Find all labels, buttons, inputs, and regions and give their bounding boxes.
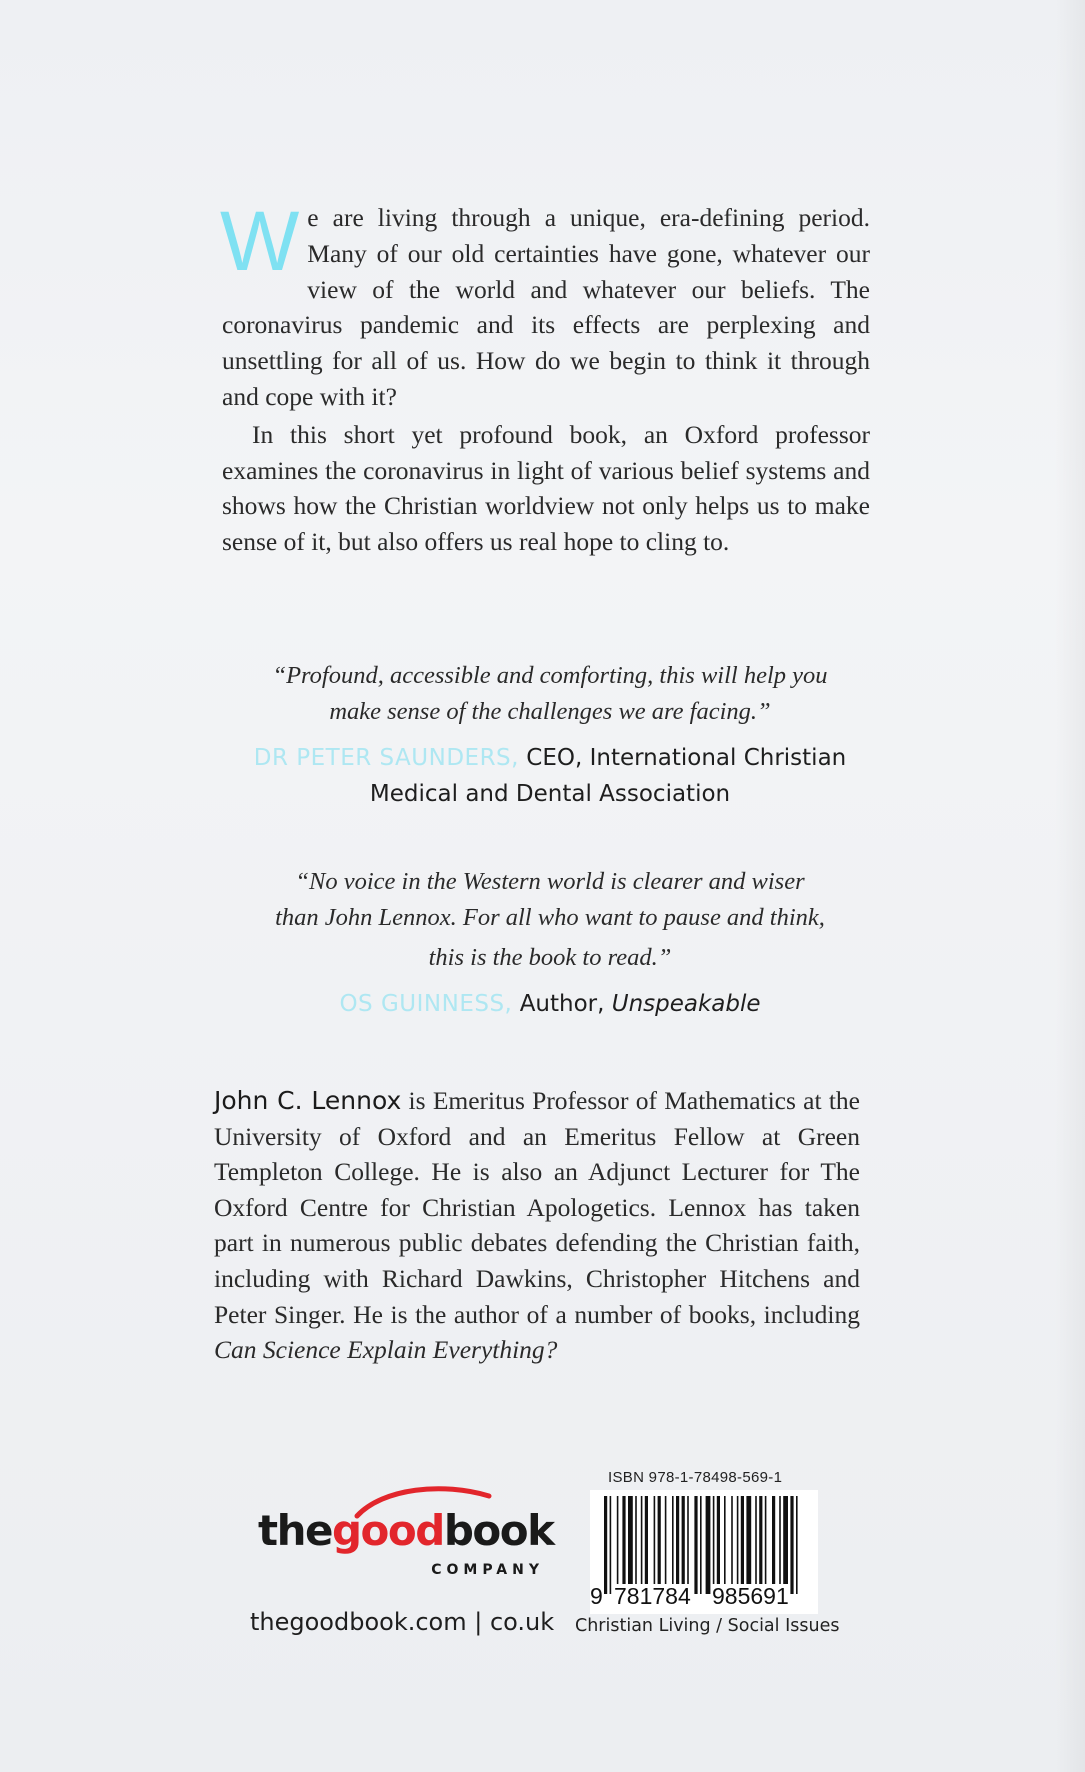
logo-wordmark: thegoodbook [258,1506,554,1555]
author-bio-text: is Emeritus Professor of Mathematics at the University of Oxford and an Emeritus Fellow at Green Templeton College. He is also an Adjunct Lecturer for The Oxford Centre for Christian Apologetics. Lennox has taken part in numerous public debates defending the Christian faith, including with Richard Dawkins, Christopher Hitchens and Peter Singer. He is the author of a number of books, including [214,1086,860,1329]
blurb-paragraph-1-text: e are living through a unique, era-defining period. Many of our old certainties have gone, whatever our view of the world and whatever our beliefs. The coronavirus pandemic and its effects are perplexing and unsettling for all of us. How do we begin to think it through and cope with it? [222,203,870,411]
book-blurb [220,194,870,560]
book-category: Christian Living / Social Issues [575,1616,840,1636]
blurb-paragraph-1 [220,194,870,415]
endorser-name: DR PETER SAUNDERS, [253,745,519,771]
drop-cap: W [220,194,300,288]
endorser-role-cont: Medical and Dental Association [369,781,731,807]
publisher-logo [258,1482,554,1578]
barcode-digits-left: 781784 [614,1583,691,1609]
barcode [590,1490,818,1614]
endorser-role: CEO, International Christian [526,745,847,771]
barcode-digits-right: 985691 [712,1583,789,1609]
isbn-label: ISBN 978-1-78498-569-1 [608,1469,783,1486]
spine-shadow [1055,0,1085,1772]
endorsement-2-quote: “No voice in the Western world is clearer and wiser than John Lennox. For all who want to pause and think, this is the book to read.” [275,868,825,971]
endorsement-1-attribution [190,740,910,812]
endorser-book-title: Unspeakable [611,991,761,1017]
endorsement-2 [190,864,910,1022]
barcode-digit-lead: 9 [590,1583,603,1609]
endorsement-1-quote: “Profound, accessible and comforting, this will help you make sense of the challenges we are facing.” [272,662,828,725]
endorser-role: Author, [519,991,605,1017]
author-book-title: Can Science Explain Everything? [214,1335,558,1365]
endorser-name: OS GUINNESS, [339,991,513,1017]
author-bio [214,1083,860,1368]
logo-company: COMPANY [431,1562,544,1578]
author-name: John C. Lennox [214,1086,402,1115]
publisher-website: thegoodbook.com | co.uk [250,1608,555,1636]
endorsement-1 [190,658,910,812]
endorsement-2-attribution [190,986,910,1022]
blurb-paragraph-2: In this short yet profound book, an Oxford professor examines the coronavirus in light of various belief systems and shows how the Christian worldview not only helps us to make sense of it, but also offers us real hope to cling to. [222,419,870,557]
